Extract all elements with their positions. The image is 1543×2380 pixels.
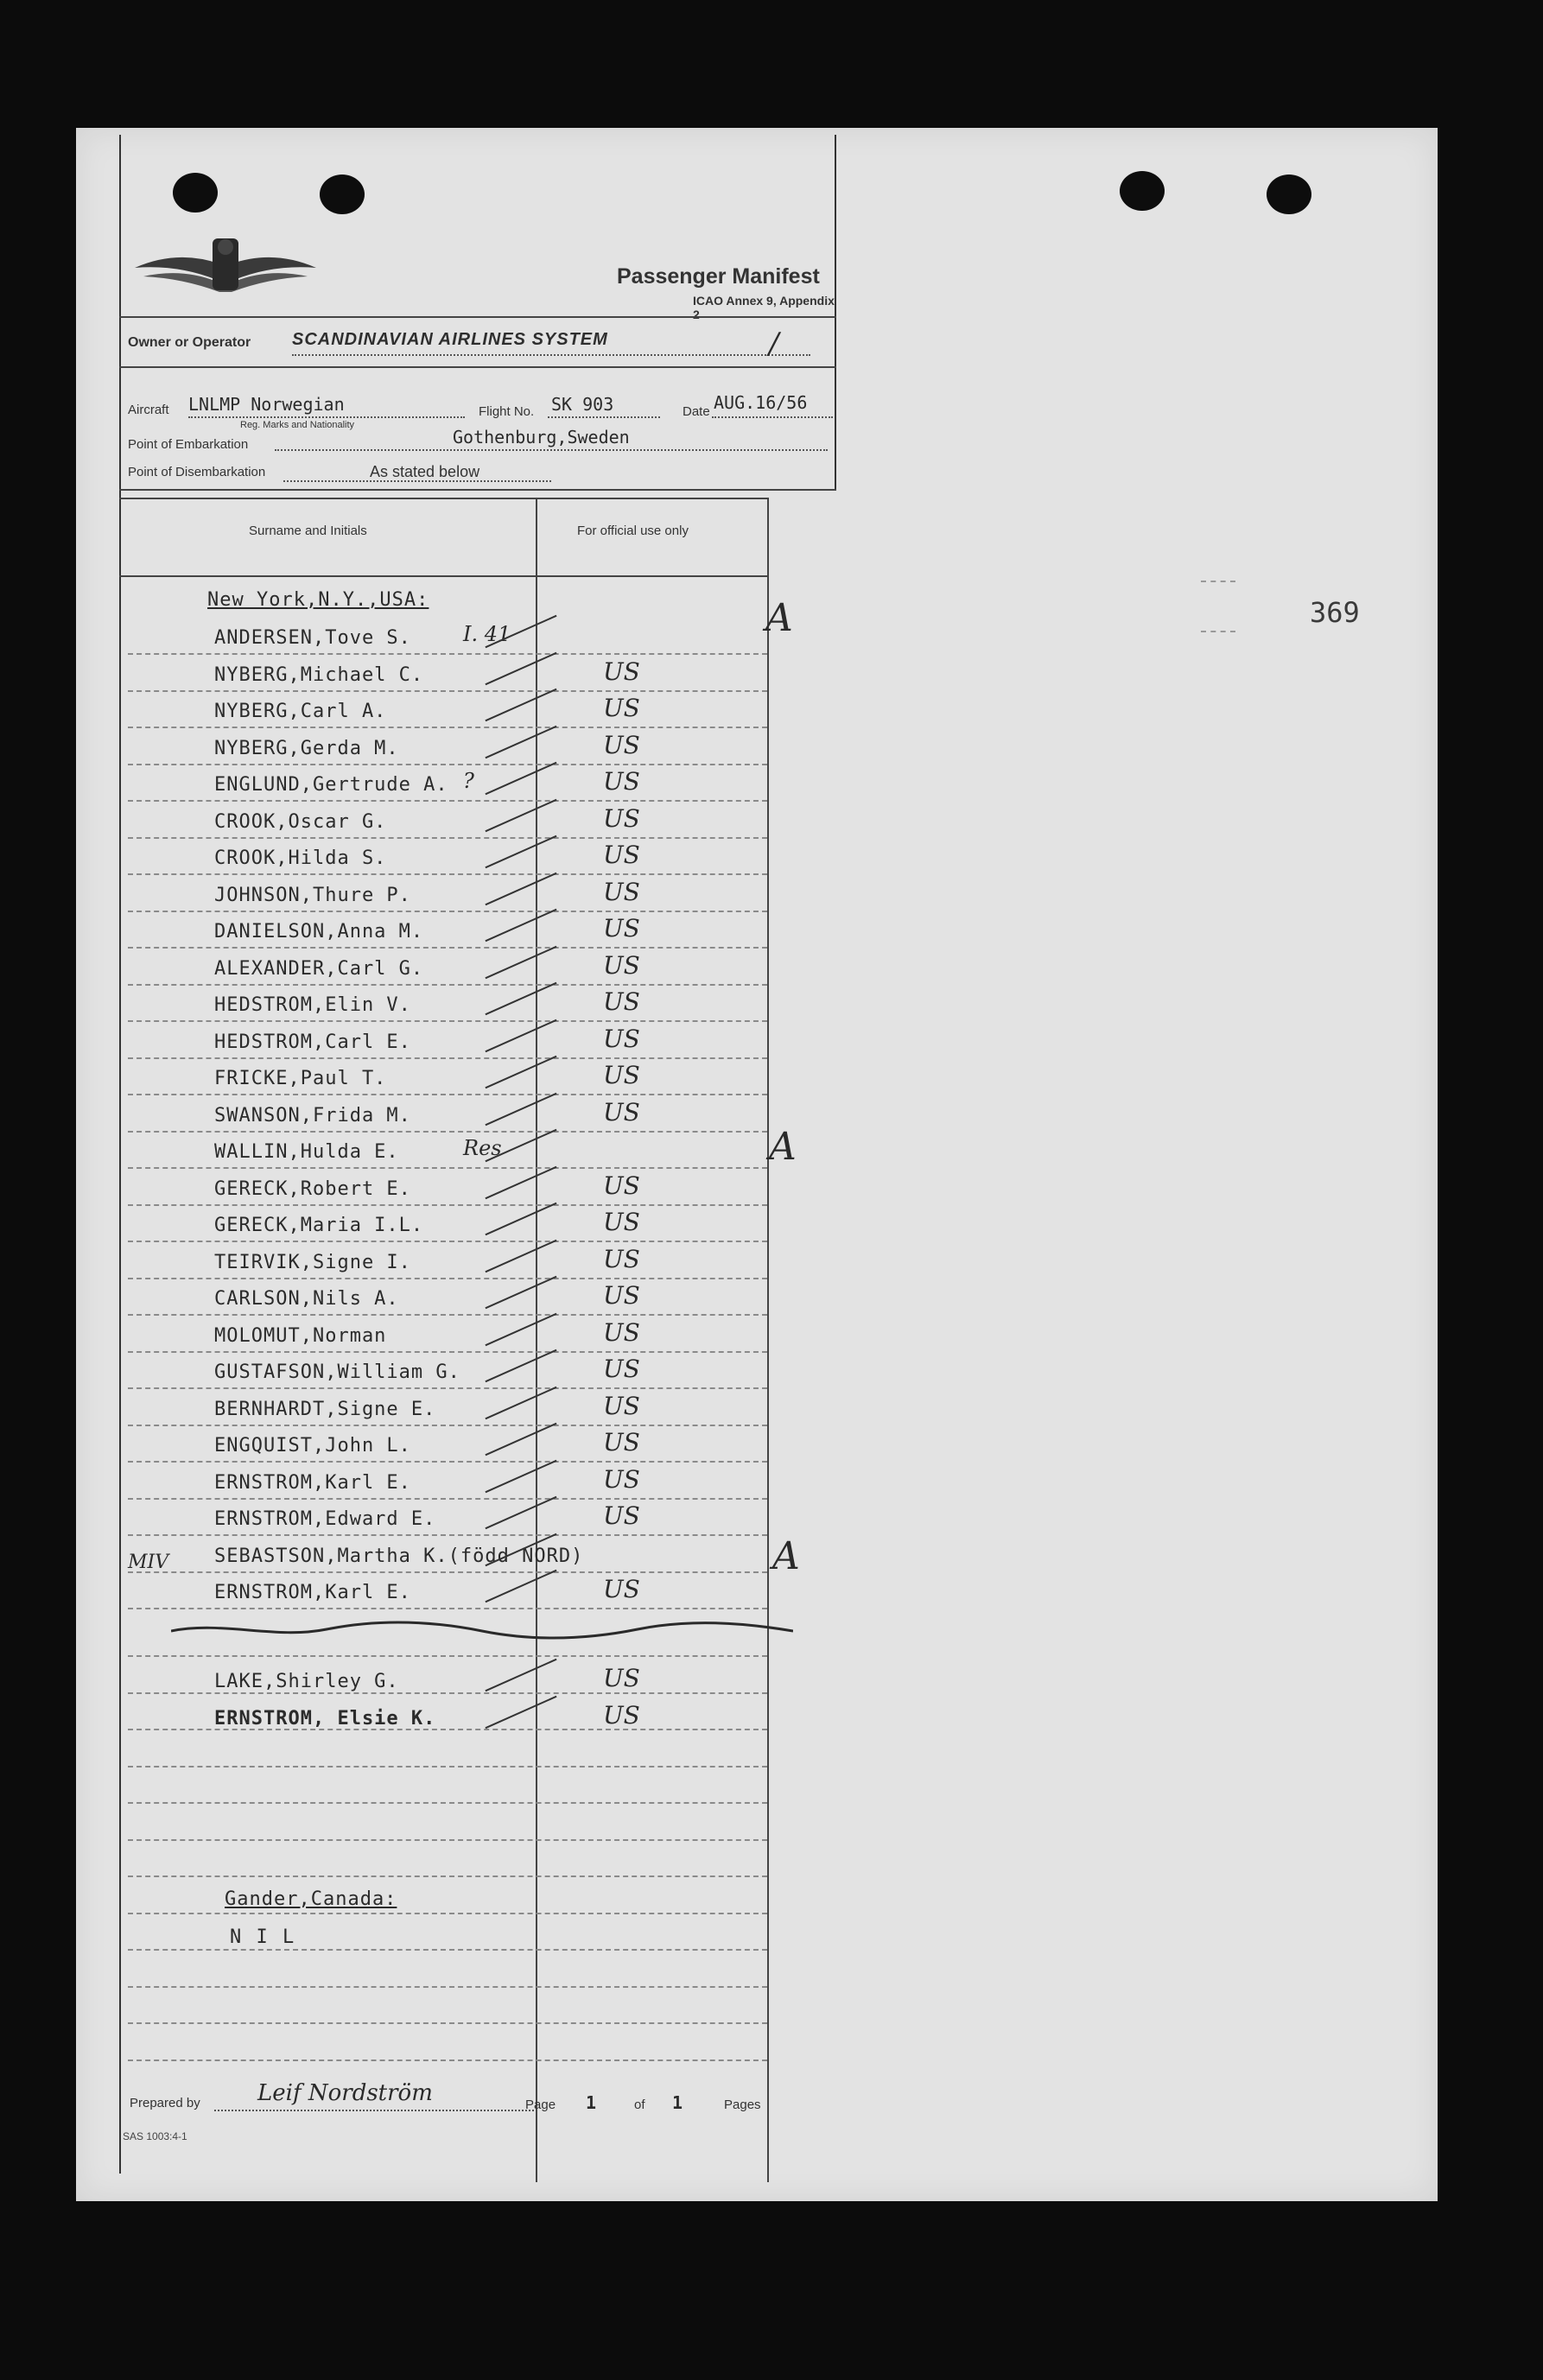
passenger-name: ENGLUND,Gertrude A. <box>214 774 448 796</box>
row-rule <box>128 1020 767 1022</box>
official-use-code: US <box>603 1700 640 1729</box>
check-tick <box>485 651 556 684</box>
row-rule <box>128 1167 767 1169</box>
row-rule <box>128 727 767 728</box>
gander-value: N I L <box>230 1926 296 1948</box>
passenger-name: MOLOMUT,Norman <box>214 1324 387 1347</box>
passenger-name: ERNSTROM,Karl E. <box>214 1471 411 1494</box>
row-rule <box>128 984 767 986</box>
owner-value: SCANDINAVIAN AIRLINES SYSTEM <box>292 330 608 349</box>
row-rule <box>128 837 767 839</box>
of-label: of <box>634 2098 645 2112</box>
passenger-name: ERNSTROM, Elsie K. <box>214 1707 436 1729</box>
check-tick <box>485 1349 556 1382</box>
row-rule <box>128 1692 767 1694</box>
check-tick <box>485 1312 556 1345</box>
official-use-code: US <box>603 1501 640 1530</box>
page-number: 1 <box>586 2092 597 2113</box>
passenger-name: TEIRVIK,Signe I. <box>214 1251 411 1273</box>
official-use-code: US <box>603 730 640 759</box>
official-use-code: US <box>603 1281 640 1310</box>
row-rule <box>128 1839 767 1841</box>
row-rule <box>128 1571 767 1573</box>
date-label: Date <box>683 404 710 419</box>
check-tick <box>485 872 556 904</box>
official-use-code: US <box>603 767 640 796</box>
official-use-code: US <box>603 914 640 942</box>
check-tick <box>485 1659 556 1691</box>
row-rule <box>128 873 767 875</box>
document-sheet <box>76 128 1438 2201</box>
wavy-separator <box>171 1614 793 1648</box>
check-tick <box>485 1459 556 1492</box>
passenger-name: NYBERG,Carl A. <box>214 701 387 722</box>
check-tick <box>485 1695 556 1728</box>
official-use-code: US <box>603 1575 640 1603</box>
section-new-york: New York,N.Y.,USA: <box>207 589 429 611</box>
passenger-name: SEBASTSON,Martha K.(född NORD) <box>214 1545 584 1567</box>
col-header-official: For official use only <box>577 524 689 538</box>
passenger-name: NYBERG,Gerda M. <box>214 737 399 759</box>
row-rule <box>128 1241 767 1242</box>
check-tick <box>485 1423 556 1456</box>
passenger-name: CROOK,Hilda S. <box>214 847 387 869</box>
passenger-name: WALLIN,Hulda E. <box>214 1141 399 1163</box>
check-tick <box>485 982 556 1015</box>
row-rule <box>128 1729 767 1730</box>
check-tick <box>485 689 556 721</box>
row-rule <box>128 1425 767 1426</box>
row-rule <box>128 1131 767 1133</box>
passenger-name: JOHNSON,Thure P. <box>214 884 411 906</box>
row-rule <box>128 1949 767 1951</box>
passenger-name: GERECK,Maria I.L. <box>214 1215 424 1236</box>
aircraft-value: LNLMP Norwegian <box>188 394 345 415</box>
flight-value: SK 903 <box>551 394 614 415</box>
row-rule <box>128 1608 767 1609</box>
official-use-code: US <box>603 1061 640 1089</box>
disembark-label: Point of Disembarkation <box>128 465 266 479</box>
airline-logo <box>126 230 325 316</box>
check-tick <box>485 1496 556 1529</box>
aircraft-sub: Reg. Marks and Nationality <box>240 420 355 430</box>
row-rule <box>128 1802 767 1804</box>
check-tick <box>485 1019 556 1051</box>
official-use-code: US <box>603 841 640 869</box>
margin-mark-miv: MIV <box>128 1552 169 1573</box>
passenger-name: DANIELSON,Anna M. <box>214 921 424 942</box>
check-tick <box>485 1092 556 1125</box>
disembark-value: As stated below <box>370 463 480 480</box>
passenger-name: CARLSON,Nils A. <box>214 1288 399 1310</box>
handwritten-note: I. 41 <box>463 622 511 646</box>
stamp-number: 369 <box>1310 596 1360 629</box>
official-use-code: US <box>603 803 640 833</box>
punch-hole <box>1120 171 1165 211</box>
official-use-code: US <box>603 1391 640 1420</box>
passenger-name: BERNHARDT,Signe E. <box>214 1398 436 1420</box>
check-tick <box>485 762 556 795</box>
passenger-name: SWANSON,Frida M. <box>214 1104 411 1127</box>
passenger-name: HEDSTROM,Elin V. <box>214 994 411 1016</box>
row-rule <box>128 653 767 655</box>
aircraft-label: Aircraft <box>128 403 169 417</box>
passenger-name: GUSTAFSON,William G. <box>214 1361 460 1383</box>
form-code: SAS 1003:4-1 <box>123 2130 187 2142</box>
section-gander: Gander,Canada: <box>225 1888 397 1910</box>
page-total: 1 <box>672 2092 683 2113</box>
official-use-code: US <box>603 950 640 980</box>
row-rule <box>128 1498 767 1500</box>
form-subtitle: ICAO Annex 9, Appendix 2 <box>693 294 835 321</box>
check-tick <box>485 1386 556 1418</box>
passenger-name: CROOK,Oscar G. <box>214 810 387 833</box>
row-rule <box>128 1387 767 1389</box>
handwritten-note: ? <box>463 769 474 793</box>
passenger-name: NYBERG,Michael C. <box>214 663 424 686</box>
embark-value: Gothenburg,Sweden <box>453 427 630 447</box>
owner-label: Owner or Operator <box>128 335 251 350</box>
passenger-name: LAKE,Shirley G. <box>214 1671 399 1692</box>
pages-label: Pages <box>724 2098 761 2112</box>
row-rule <box>128 911 767 912</box>
check-tick <box>485 1165 556 1198</box>
row-rule <box>128 1766 767 1768</box>
passenger-name: HEDSTROM,Carl E. <box>214 1031 411 1053</box>
row-rule <box>128 2059 767 2061</box>
page-label: Page <box>525 2098 556 2112</box>
date-value: AUG.16/56 <box>714 392 808 413</box>
check-tick <box>485 1276 556 1309</box>
margin-mark-a: A <box>765 596 793 640</box>
row-rule <box>128 1655 767 1657</box>
row-rule <box>128 1351 767 1353</box>
official-use-code: US <box>603 1664 640 1692</box>
official-use-code: US <box>603 1355 640 1383</box>
row-rule <box>128 1278 767 1279</box>
passenger-name: ANDERSEN,Tove S. <box>214 627 411 649</box>
check-tick <box>485 835 556 868</box>
official-use-code: US <box>603 1097 640 1127</box>
row-rule <box>128 1094 767 1095</box>
check-tick <box>485 909 556 942</box>
passenger-name: ALEXANDER,Carl G. <box>214 957 424 980</box>
row-rule <box>128 1534 767 1536</box>
faint-mark <box>1201 631 1235 632</box>
official-use-code: US <box>603 1024 640 1053</box>
row-rule <box>128 947 767 949</box>
margin-mark-a: A <box>769 1125 797 1169</box>
official-use-code: US <box>603 657 640 686</box>
punch-hole <box>1267 175 1311 214</box>
row-rule <box>128 1204 767 1206</box>
row-rule <box>128 1913 767 1914</box>
official-use-code: US <box>603 1428 640 1457</box>
signature: Leif Nordström <box>257 2080 433 2106</box>
row-rule <box>128 690 767 692</box>
check-tick <box>485 945 556 978</box>
manifest-form <box>119 135 836 2174</box>
check-tick <box>485 798 556 831</box>
official-use-code: US <box>603 1171 640 1200</box>
row-rule <box>128 1314 767 1316</box>
passenger-name: ERNSTROM,Karl E. <box>214 1582 411 1603</box>
check-tick <box>485 725 556 758</box>
official-use-code: US <box>603 987 640 1016</box>
passenger-name: GERECK,Robert E. <box>214 1177 411 1200</box>
faint-mark <box>1201 581 1235 582</box>
check-tick <box>485 1239 556 1272</box>
row-rule <box>128 800 767 802</box>
row-rule <box>128 1057 767 1059</box>
check-tick <box>485 1570 556 1603</box>
passenger-name: ENGQUIST,John L. <box>214 1435 411 1457</box>
row-rule <box>128 1461 767 1463</box>
margin-mark-a: A <box>772 1534 800 1578</box>
official-use-code: US <box>603 1208 640 1236</box>
row-rule <box>128 2022 767 2024</box>
check-tick <box>485 1056 556 1088</box>
passenger-name: ERNSTROM,Edward E. <box>214 1508 436 1530</box>
official-use-code: US <box>603 694 640 722</box>
handwritten-note: Res <box>463 1136 502 1160</box>
official-use-code: US <box>603 1244 640 1273</box>
col-header-name: Surname and Initials <box>249 524 367 538</box>
form-title: Passenger Manifest <box>617 264 820 289</box>
official-use-code: US <box>603 1317 640 1347</box>
handwritten-tick: / <box>769 327 779 361</box>
row-rule <box>128 1986 767 1988</box>
official-use-code: US <box>603 1464 640 1494</box>
passenger-name: FRICKE,Paul T. <box>214 1068 387 1089</box>
row-rule <box>128 764 767 765</box>
official-use-code: US <box>603 877 640 906</box>
prepared-label: Prepared by <box>130 2096 200 2110</box>
flight-label: Flight No. <box>479 404 535 419</box>
check-tick <box>485 1203 556 1235</box>
row-rule <box>128 1875 767 1877</box>
embark-label: Point of Embarkation <box>128 437 249 452</box>
